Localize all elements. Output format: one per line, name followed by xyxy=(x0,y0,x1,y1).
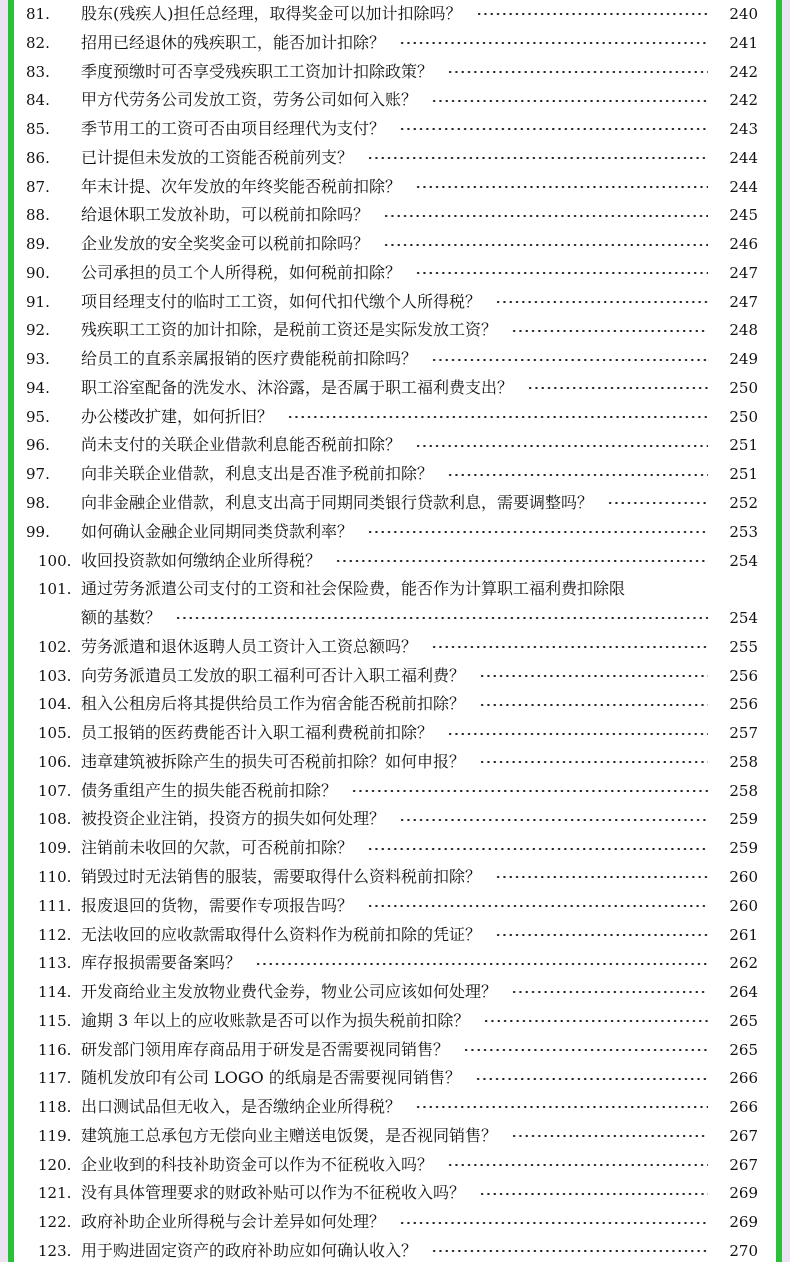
page-number: 260 xyxy=(729,896,758,915)
entry-title: 用于购进固定资产的政府补助应如何确认收入？ xyxy=(81,1240,418,1260)
entry-number: 98. xyxy=(26,494,50,513)
page-number: 259 xyxy=(729,839,758,858)
entry-line xyxy=(81,29,708,58)
toc-entry xyxy=(14,1093,776,1122)
entry-line xyxy=(81,1064,708,1093)
entry-number: 112. xyxy=(38,925,72,944)
dot-leader xyxy=(495,301,708,303)
entry-title: 季度预缴时可否享受残疾职工工资加计扣除政策？ xyxy=(81,61,434,81)
entry-number: 107. xyxy=(38,781,72,800)
toc-entry xyxy=(14,777,776,806)
entry-title: 尚未支付的关联企业借款利息能否税前扣除？ xyxy=(81,435,402,455)
dot-leader xyxy=(447,71,708,73)
entry-title: 随机发放印有公司 LOGO 的纸扇是否需要视同销售？ xyxy=(81,1068,461,1088)
entry-number: 99. xyxy=(26,522,50,541)
toc-entry xyxy=(14,575,776,633)
dot-leader xyxy=(447,733,708,735)
dot-leader xyxy=(415,272,708,274)
entry-number: 95. xyxy=(26,407,50,426)
entry-title: 向非关联企业借款，利息支出是否准予税前扣除？ xyxy=(81,464,434,484)
page-number: 250 xyxy=(729,378,758,397)
entry-number: 114. xyxy=(38,983,72,1002)
entry-title: 季节用工的工资可否由项目经理代为支付？ xyxy=(81,119,386,139)
toc-entry xyxy=(14,1007,776,1036)
entry-title: 注销前未收回的欠款，可否税前扣除？ xyxy=(81,838,354,858)
table-of-contents xyxy=(14,0,776,1262)
entry-number: 102. xyxy=(38,637,72,656)
page-number: 247 xyxy=(729,263,758,282)
entry-number: 83. xyxy=(26,62,50,81)
page-number: 261 xyxy=(729,925,758,944)
toc-entry xyxy=(14,288,776,317)
entry-line xyxy=(81,316,708,345)
entry-line xyxy=(81,1036,708,1065)
entry-title: 已计提但未发放的工资能否税前列支？ xyxy=(81,147,354,167)
dot-leader xyxy=(511,991,708,993)
entry-number: 117. xyxy=(38,1069,72,1088)
toc-entry xyxy=(14,1237,776,1262)
dot-leader xyxy=(431,359,708,361)
dot-leader xyxy=(175,617,708,619)
entry-title: 向非金融企业借款，利息支出高于同期同类银行贷款利息，需要调整吗？ xyxy=(81,493,594,513)
page-number: 260 xyxy=(729,867,758,886)
entry-number: 122. xyxy=(38,1213,72,1232)
entry-line xyxy=(81,403,708,432)
entry-line xyxy=(81,805,708,834)
entry-title: 给员工的直系亲属报销的医疗费能税前扣除吗？ xyxy=(81,349,418,369)
toc-entry xyxy=(14,431,776,460)
entry-title: 开发商给业主发放物业费代金券，物业公司应该如何处理？ xyxy=(81,982,498,1002)
page-number: 254 xyxy=(729,609,758,628)
toc-entry xyxy=(14,1179,776,1208)
entry-number: 110. xyxy=(38,867,72,886)
dot-leader xyxy=(607,502,708,504)
entry-line xyxy=(81,1151,708,1180)
entry-number: 88. xyxy=(26,206,50,225)
entry-title: 违章建筑被拆除产生的损失可否税前扣除？如何申报？ xyxy=(81,751,466,771)
dot-leader xyxy=(367,905,708,907)
entry-title: 给退休职工发放补助，可以税前扣除吗？ xyxy=(81,205,370,225)
entry-number: 100. xyxy=(38,551,72,570)
entry-title: 租入公租房后将其提供给员工作为宿舍能否税前扣除？ xyxy=(81,694,466,714)
page-number: 267 xyxy=(729,1126,758,1145)
entry-title: 职工浴室配备的洗发水、沐浴露，是否属于职工福利费支出？ xyxy=(81,377,514,397)
page-number: 256 xyxy=(729,695,758,714)
entry-number: 97. xyxy=(26,465,50,484)
entry-number: 101. xyxy=(38,580,72,599)
page-number: 254 xyxy=(729,551,758,570)
entry-title: 劳务派遣和退休返聘人员工资计入工资总额吗？ xyxy=(81,636,418,656)
toc-entry xyxy=(14,460,776,489)
entry-line xyxy=(81,719,708,748)
dot-leader xyxy=(415,186,708,188)
entry-title: 甲方代劳务公司发放工资，劳务公司如何入账？ xyxy=(81,90,418,110)
dot-leader xyxy=(367,157,708,159)
dot-leader xyxy=(495,934,708,936)
entry-title: 招用已经退休的残疾职工，能否加计扣除？ xyxy=(81,32,386,52)
page-number: 251 xyxy=(729,436,758,455)
entry-line xyxy=(81,748,708,777)
page-number: 262 xyxy=(729,954,758,973)
toc-entry xyxy=(14,863,776,892)
entry-title: 年末计提、次年发放的年终奖能否税前扣除？ xyxy=(81,176,402,196)
page-number: 247 xyxy=(729,292,758,311)
dot-leader xyxy=(479,704,708,706)
toc-entry xyxy=(14,29,776,58)
dot-leader xyxy=(463,1049,708,1051)
entry-line xyxy=(81,288,708,317)
dot-leader xyxy=(431,100,708,102)
toc-entry xyxy=(14,690,776,719)
entry-title: 研发部门领用库存商品用于研发是否需要视同销售？ xyxy=(81,1039,450,1059)
dot-leader xyxy=(399,819,708,821)
entry-title: 出口测试品但无收入，是否缴纳企业所得税？ xyxy=(81,1097,402,1117)
dot-leader xyxy=(383,244,708,246)
toc-entry xyxy=(14,921,776,950)
page-number: 245 xyxy=(729,206,758,225)
page-number: 259 xyxy=(729,810,758,829)
dot-leader xyxy=(511,330,708,332)
entry-title: 如何确认金融企业同期同类贷款利率？ xyxy=(81,521,354,541)
entry-line xyxy=(81,58,708,87)
entry-line xyxy=(81,921,708,950)
toc-entry xyxy=(14,230,776,259)
page-number: 253 xyxy=(729,522,758,541)
entry-number: 109. xyxy=(38,839,72,858)
entry-title: 企业发放的安全奖奖金可以税前扣除吗？ xyxy=(81,234,370,254)
entry-number: 87. xyxy=(26,177,50,196)
entry-title: 债务重组产生的损失能否税前扣除？ xyxy=(81,780,338,800)
page-number: 246 xyxy=(729,235,758,254)
entry-number: 94. xyxy=(26,378,50,397)
entry-line xyxy=(81,892,708,921)
entry-line xyxy=(81,489,708,518)
entry-title: 办公楼改扩建，如何折旧？ xyxy=(81,406,274,426)
toc-entry xyxy=(14,1151,776,1180)
entry-line xyxy=(81,518,708,547)
page-number: 251 xyxy=(729,465,758,484)
entry-line xyxy=(81,374,708,403)
entry-number: 116. xyxy=(38,1040,72,1059)
dot-leader xyxy=(415,445,708,447)
entry-title: 没有具体管理要求的财政补贴可以作为不征税收入吗？ xyxy=(81,1183,466,1203)
toc-entry xyxy=(14,316,776,345)
entry-number: 121. xyxy=(38,1184,72,1203)
entry-line xyxy=(81,201,708,230)
entry-line xyxy=(81,690,708,719)
entry-line xyxy=(81,230,708,259)
dot-leader xyxy=(431,646,708,648)
page-number: 258 xyxy=(729,752,758,771)
entry-line xyxy=(81,173,708,202)
entry-title: 企业收到的科技补助资金可以作为不征税收入吗？ xyxy=(81,1154,434,1174)
entry-line xyxy=(81,863,708,892)
toc-entry xyxy=(14,892,776,921)
page-number: 257 xyxy=(729,724,758,743)
page-number: 265 xyxy=(729,1040,758,1059)
entry-number: 91. xyxy=(26,292,50,311)
page-number: 248 xyxy=(729,321,758,340)
toc-entry xyxy=(14,1208,776,1237)
dot-leader xyxy=(351,790,708,792)
dot-leader xyxy=(383,215,708,217)
entry-title: 项目经理支付的临时工工资，如何代扣代缴个人所得税？ xyxy=(81,291,482,311)
page-number: 240 xyxy=(729,5,758,23)
entry-line xyxy=(81,1179,708,1208)
entry-number: 115. xyxy=(38,1011,72,1030)
entry-number: 89. xyxy=(26,235,50,254)
toc-entry xyxy=(14,86,776,115)
toc-entry xyxy=(14,144,776,173)
toc-entry xyxy=(14,173,776,202)
dot-leader xyxy=(483,1020,708,1022)
entry-line xyxy=(81,1093,708,1122)
entry-title: 销毁过时无法销售的服装，需要取得什么资料税前扣除？ xyxy=(81,866,482,886)
entry-number: 120. xyxy=(38,1155,72,1174)
toc-entry xyxy=(14,1064,776,1093)
toc-entry xyxy=(14,719,776,748)
entry-line xyxy=(81,633,708,662)
toc-entry xyxy=(14,547,776,576)
entry-line xyxy=(81,259,708,288)
dot-leader xyxy=(479,675,708,677)
toc-entry xyxy=(14,949,776,978)
entry-title: 被投资企业注销，投资方的损失如何处理？ xyxy=(81,809,386,829)
entry-number: 104. xyxy=(38,695,72,714)
entry-line xyxy=(81,86,708,115)
dot-leader xyxy=(399,42,708,44)
page-number: 244 xyxy=(729,148,758,167)
toc-entry xyxy=(14,115,776,144)
toc-entry xyxy=(14,489,776,518)
entry-number: 85. xyxy=(26,120,50,139)
dot-leader xyxy=(399,1222,708,1224)
page-number: 266 xyxy=(729,1069,758,1088)
entry-number: 81. xyxy=(26,5,50,23)
dot-leader xyxy=(495,876,708,878)
entry-title: 建筑施工总承包方无偿向业主赠送电饭煲，是否视同销售？ xyxy=(81,1125,498,1145)
toc-entry xyxy=(14,345,776,374)
dot-leader xyxy=(415,1106,708,1108)
entry-title: 政府补助企业所得税与会计差异如何处理？ xyxy=(81,1212,386,1232)
entry-title: 公司承担的员工个人所得税，如何税前扣除？ xyxy=(81,262,402,282)
dot-leader xyxy=(475,1078,708,1080)
entry-number: 103. xyxy=(38,666,72,685)
page-number: 267 xyxy=(729,1155,758,1174)
entry-number: 86. xyxy=(26,148,50,167)
page-number: 270 xyxy=(729,1241,758,1260)
entry-line xyxy=(81,777,708,806)
dot-leader xyxy=(479,761,708,763)
toc-entry xyxy=(14,1122,776,1151)
entry-number: 96. xyxy=(26,436,50,455)
entry-line xyxy=(81,144,708,173)
entry-title: 库存报损需要备案吗？ xyxy=(81,953,242,973)
page-number: 269 xyxy=(729,1184,758,1203)
toc-entry xyxy=(14,0,776,29)
entry-line xyxy=(81,949,708,978)
page-number: 255 xyxy=(729,637,758,656)
entry-title: 股东(残疾人)担任总经理，取得奖金可以加计扣除吗？ xyxy=(81,4,462,23)
entry-number: 119. xyxy=(38,1126,72,1145)
page-frame xyxy=(8,0,782,1262)
page-number: 264 xyxy=(729,983,758,1002)
page-number: 269 xyxy=(729,1213,758,1232)
dot-leader xyxy=(287,416,708,418)
entry-title-continued: 额的基数？ xyxy=(81,608,162,628)
entry-line xyxy=(81,1007,708,1036)
entry-number: 93. xyxy=(26,350,50,369)
entry-title: 残疾职工工资的加计扣除，是税前工资还是实际发放工资？ xyxy=(81,320,498,340)
toc-entry xyxy=(14,58,776,87)
entry-number: 118. xyxy=(38,1098,72,1117)
dot-leader xyxy=(431,1250,708,1252)
toc-entry xyxy=(14,748,776,777)
page-number: 256 xyxy=(729,666,758,685)
entry-number: 111. xyxy=(38,896,72,915)
toc-entry xyxy=(14,978,776,1007)
entry-number: 123. xyxy=(38,1241,72,1260)
entry-line xyxy=(81,431,708,460)
page-number: 258 xyxy=(729,781,758,800)
page-number: 252 xyxy=(729,494,758,513)
entry-number: 90. xyxy=(26,263,50,282)
entry-number: 84. xyxy=(26,91,50,110)
entry-number: 92. xyxy=(26,321,50,340)
dot-leader xyxy=(367,531,708,533)
page-number: 242 xyxy=(729,91,758,110)
entry-title: 逾期 3 年以上的应收账款是否可以作为损失税前扣除？ xyxy=(81,1010,470,1030)
toc-entry xyxy=(14,259,776,288)
dot-leader xyxy=(399,128,708,130)
dot-leader xyxy=(447,474,708,476)
entry-line xyxy=(81,345,708,374)
entry-line xyxy=(81,115,708,144)
toc-entry xyxy=(14,518,776,547)
page-number: 241 xyxy=(729,33,758,52)
entry-line xyxy=(81,0,708,29)
entry-title: 员工报销的医药费能否计入职工福利费税前扣除？ xyxy=(81,723,434,743)
entry-number: 113. xyxy=(38,954,72,973)
entry-line xyxy=(81,575,708,604)
entry-number: 106. xyxy=(38,752,72,771)
toc-entry xyxy=(14,201,776,230)
page-number: 244 xyxy=(729,177,758,196)
dot-leader xyxy=(447,1164,708,1166)
dot-leader xyxy=(255,963,708,965)
entry-line xyxy=(81,662,708,691)
dot-leader xyxy=(476,13,709,15)
page-number: 249 xyxy=(729,350,758,369)
toc-entry xyxy=(14,633,776,662)
page-number: 243 xyxy=(729,120,758,139)
toc-entry xyxy=(14,662,776,691)
entry-line xyxy=(81,978,708,1007)
toc-entry xyxy=(14,403,776,432)
entry-title: 收回投资款如何缴纳企业所得税？ xyxy=(81,550,322,570)
entry-line xyxy=(81,834,708,863)
entry-line xyxy=(81,1208,708,1237)
toc-entry xyxy=(14,805,776,834)
entry-number: 108. xyxy=(38,810,72,829)
entry-title: 报废退回的货物，需要作专项报告吗？ xyxy=(81,895,354,915)
dot-leader xyxy=(335,560,708,562)
dot-leader xyxy=(367,848,708,850)
page-number: 250 xyxy=(729,407,758,426)
toc-entry xyxy=(14,374,776,403)
toc-entry xyxy=(14,834,776,863)
dot-leader xyxy=(527,387,708,389)
entry-line xyxy=(81,1237,708,1262)
page-number: 242 xyxy=(729,62,758,81)
entry-number: 105. xyxy=(38,724,72,743)
dot-leader xyxy=(511,1135,708,1137)
page-number: 265 xyxy=(729,1011,758,1030)
entry-line xyxy=(81,547,708,576)
entry-line-continued xyxy=(81,604,708,633)
entry-title: 向劳务派遣员工发放的职工福利可否计入职工福利费？ xyxy=(81,665,466,685)
entry-number: 82. xyxy=(26,33,50,52)
entry-line xyxy=(81,1122,708,1151)
entry-title: 通过劳务派遣公司支付的工资和社会保险费，能否作为计算职工福利费扣除限 xyxy=(81,579,626,599)
toc-entry xyxy=(14,1036,776,1065)
entry-line xyxy=(81,460,708,489)
entry-title: 无法收回的应收款需取得什么资料作为税前扣除的凭证？ xyxy=(81,924,482,944)
dot-leader xyxy=(479,1193,708,1195)
page-number: 266 xyxy=(729,1098,758,1117)
